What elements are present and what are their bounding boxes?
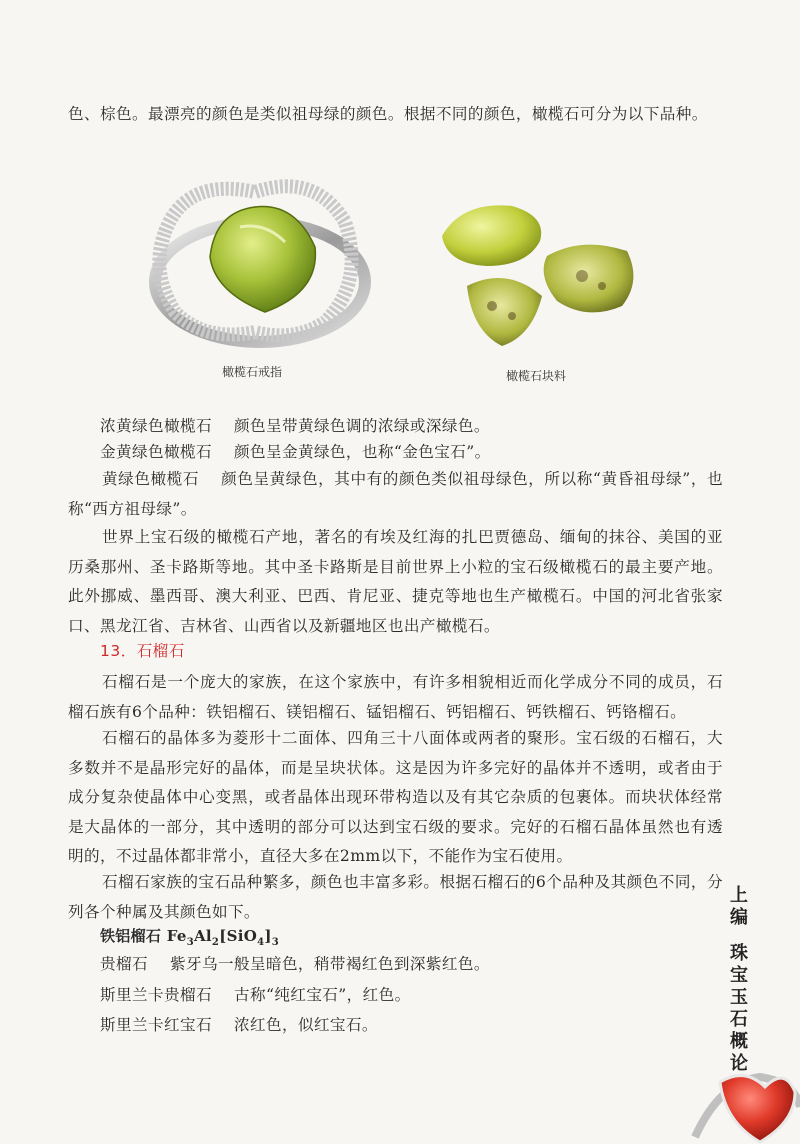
peridot-rough-image xyxy=(432,196,647,356)
formula-name: 铁铝榴石 xyxy=(100,927,162,945)
peridot-ring-image xyxy=(145,172,375,352)
variety-name: 黄绿色橄榄石 xyxy=(102,470,199,488)
crystal-paragraph: 石榴石的晶体多为菱形十二面体、四角三十八面体或两者的聚形。宝石级的石榴石，大多数并不是晶形完好的晶体，而是呈块状体。这是因为许多完好的晶体并不透明，或者由于成分复杂使晶体中心变黑，或者晶体出现环带构造以及有其它杂质的包裹体。而块状体经常是大晶体的一部分，其中透明的部分可以达到宝石级的要求。完好的石榴石晶体虽然也有透明的，不过晶体都非常小，直径大多在2mm以下，不能作为宝石使用。 xyxy=(68,729,723,865)
rough-caption: 橄榄石块料 xyxy=(506,369,567,383)
formula-line xyxy=(100,925,279,948)
garnet-desc: 古称“纯红宝石”，红色。 xyxy=(233,986,411,1004)
variety-line-2 xyxy=(100,438,491,468)
variety-name: 金黄绿色橄榄石 xyxy=(100,443,212,461)
garnet-line-1 xyxy=(100,950,490,980)
garnet-name: 斯里兰卡红宝石 xyxy=(100,1016,212,1034)
family-paragraph: 石榴石是一个庞大的家族，在这个家族中，有许多相貌相近而化学成分不同的成员，石榴石族有6个品种：铁铝榴石、镁铝榴石、锰铝榴石、钙铝榴石、钙铁榴石、钙铬榴石。 xyxy=(68,673,723,721)
side-book-title: 上 编 珠 宝 玉 石 概 论 xyxy=(726,885,752,1117)
section-heading: 13．石榴石 xyxy=(100,642,185,660)
intro-paragraph: 色、棕色。最漂亮的颜色是类似祖母绿的颜色。根据不同的颜色，橄榄石可分为以下品种。 xyxy=(68,105,708,123)
garnet-line-2 xyxy=(100,981,411,1011)
variety-name: 浓黄绿色橄榄石 xyxy=(100,417,212,435)
ruby-ring-decoration xyxy=(690,1062,800,1144)
origin-paragraph: 世界上宝石级的橄榄石产地，著名的有埃及红海的扎巴贾德岛、缅甸的抹谷、美国的亚历桑那州、圣卡路斯等地。其中圣卡路斯是目前世界上小粒的宝石级橄榄石的最主要产地。此外挪威、墨西哥、澳大利亚、巴西、肯尼亚、捷克等地也生产橄榄石。中国的河北省张家口、黑龙江省、吉林省、山西省以及新疆地区也出产橄榄石。 xyxy=(68,528,723,635)
garnet-line-3 xyxy=(100,1011,378,1041)
variety-desc: 颜色呈金黄绿色，也称“金色宝石”。 xyxy=(233,443,491,461)
garnet-name: 斯里兰卡贵榴石 xyxy=(100,986,212,1004)
list-paragraph: 石榴石家族的宝石品种繁多，颜色也丰富多彩。根据石榴石的6个品种及其颜色不同，分列各个种属及其颜色如下。 xyxy=(68,873,723,921)
garnet-desc: 浓红色，似红宝石。 xyxy=(233,1016,378,1034)
chemical-formula: $Fe_3Al_2[SiO_4]_3$ xyxy=(166,927,280,948)
garnet-desc: 紫牙乌一般呈暗色，稍带褐红色到深紫红色。 xyxy=(169,955,490,973)
variety-desc: 颜色呈带黄绿色调的浓绿或深绿色。 xyxy=(233,417,490,435)
ring-caption: 橄榄石戒指 xyxy=(222,365,283,379)
variety-desc: 颜色呈黄绿色，其中有的颜色类似祖母绿色，所以称“黄昏祖母绿”，也称“西方祖母绿”。 xyxy=(68,470,723,518)
variety-line-3 xyxy=(68,465,723,524)
garnet-name: 贵榴石 xyxy=(100,955,148,973)
